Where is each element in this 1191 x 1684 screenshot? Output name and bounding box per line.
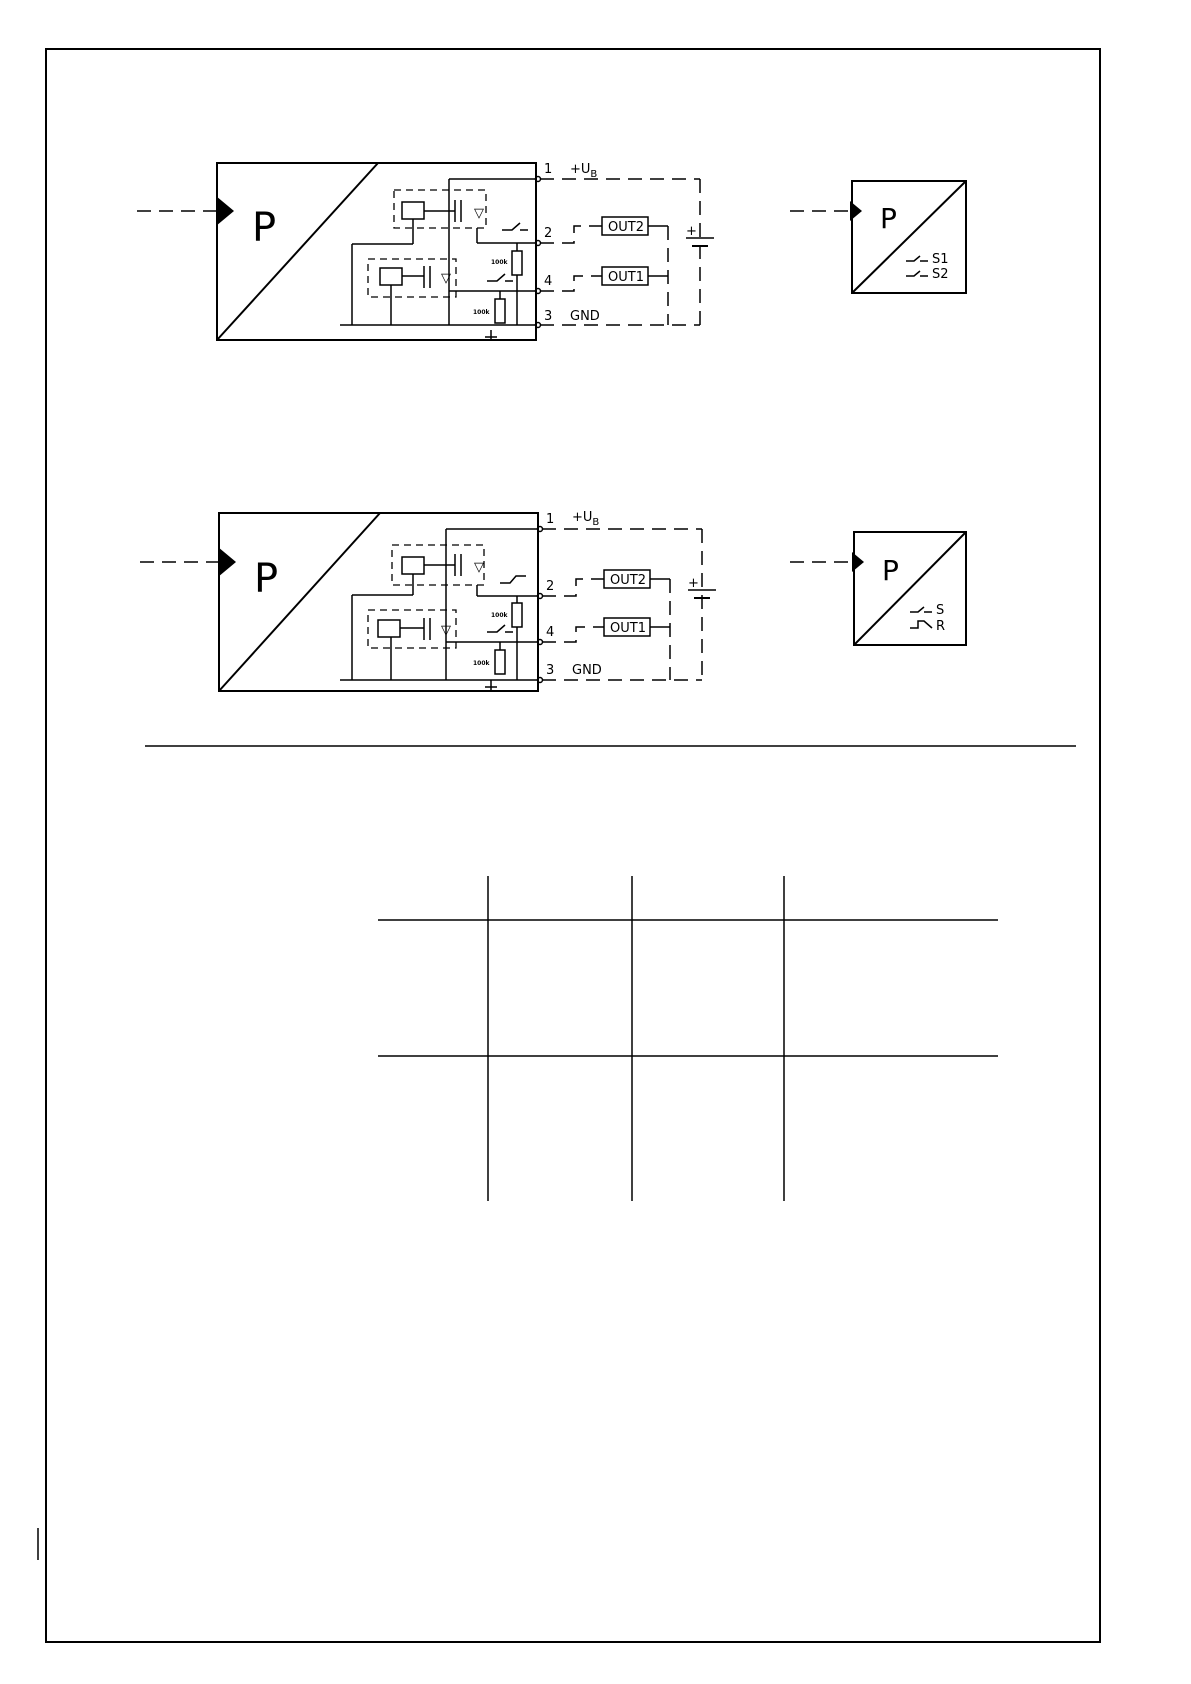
resistor-2 [495,650,505,674]
output-r-label: R [936,619,946,634]
driver-block-1 [402,202,424,219]
input-arrow-icon [216,196,234,226]
battery-plus: + [688,576,699,591]
resistor-1-label: 100k [491,259,508,266]
pin-3-label: GND [570,309,600,324]
load-out2-label: OUT2 [610,573,646,588]
battery-plus: + [686,224,697,239]
pin-4-number: 4 [546,625,555,640]
pin-3-number: 3 [544,309,553,324]
pin-2-number: 2 [544,226,553,241]
terminal-1 [536,177,541,182]
output-s-label: S [936,603,945,618]
sensor-diagonal [217,163,378,340]
sensor-letter: P [254,556,279,602]
output-s1-label: S1 [932,252,949,267]
empty-grid-table [378,876,998,1201]
resistor-1 [512,251,522,275]
driver-block-2 [378,620,400,637]
driver-group-1 [394,190,486,228]
pin-1-label: $+U_B$ [572,510,600,528]
driver-block-2 [380,268,402,285]
resistor-1-label: 100k [491,612,508,619]
diode-1-icon: ▽ [474,206,484,221]
input-arrow-icon [218,547,236,577]
terminal-4 [536,289,541,294]
resistor-2-label: 100k [473,309,490,316]
resistor-1 [512,603,522,627]
pin-1-number: 1 [544,162,553,177]
output-s2-label: S2 [932,267,949,282]
page-frame [46,49,1100,1642]
driver-block-1 [402,557,424,574]
pin-3-number: 3 [546,663,555,678]
terminal-4 [538,640,543,645]
switch-s-icon [910,607,932,612]
resistor-2-label: 100k [473,660,490,667]
pin-4-number: 4 [544,274,553,289]
terminal-3 [536,323,541,328]
diode-2-icon: ▽ [441,623,451,638]
terminal-3 [538,678,543,683]
diode-2-icon: ▽ [441,271,451,286]
sensor-letter: P [252,205,277,251]
switch-out1-icon [487,274,513,281]
switch-out1-icon [487,625,513,632]
resistor-2 [495,299,505,323]
terminal-1 [538,527,543,532]
switch-r-icon [910,621,932,628]
pin-1-label: $+U_B$ [570,162,598,180]
pin-2-number: 2 [546,579,555,594]
terminal-2 [536,241,541,246]
mini-symbol-letter: P [880,202,897,235]
sensor-box [219,513,538,691]
mini-symbol-letter: P [882,554,899,587]
load-out1-label: OUT1 [610,621,646,636]
diode-1-icon: ▽ [474,560,484,575]
terminal-2 [538,594,543,599]
switch-out2-icon [500,576,526,583]
switch-out2-icon [502,223,528,230]
load-out2-label: OUT2 [608,220,644,235]
switch-s2-icon [906,271,928,276]
switch-s1-icon [906,256,928,261]
pin-3-label: GND [572,663,602,678]
pin-1-number: 1 [546,512,555,527]
circuit-diagram-1 [137,162,966,340]
sensor-diagonal [219,513,380,691]
load-out1-label: OUT1 [608,270,644,285]
circuit-diagram-2 [140,510,966,691]
